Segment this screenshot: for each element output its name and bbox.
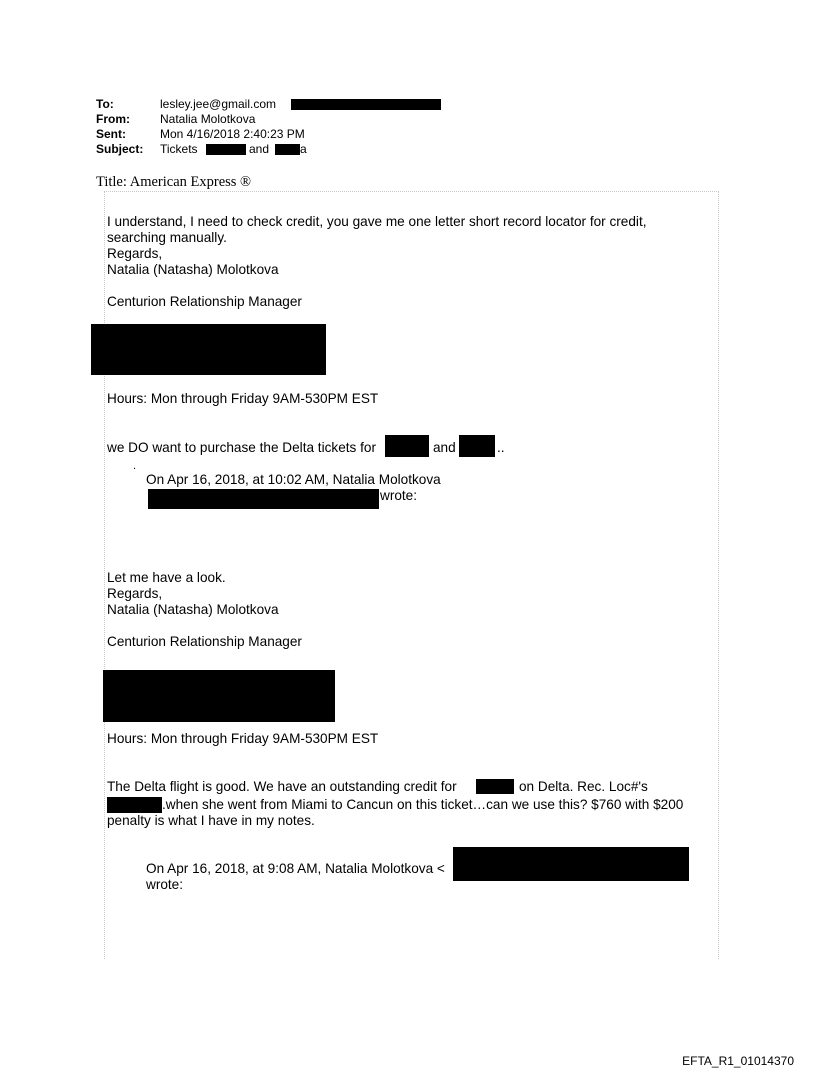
- signature-role: Centurion Relationship Manager: [107, 634, 302, 649]
- sent-label: Sent:: [96, 127, 126, 141]
- body-text: .when she went from Miami to Cancun on this ticket…can we use this? $760 with $200: [162, 797, 684, 812]
- hours-text: Hours: Mon through Friday 9AM-530PM EST: [107, 731, 379, 746]
- body-text: on Delta. Rec. Loc#'s: [519, 779, 648, 794]
- document-id: EFTA_R1_01014370: [682, 1054, 794, 1068]
- body-text: searching manually.: [107, 230, 227, 245]
- body-text: ..: [497, 440, 505, 455]
- body-text: Let me have a look.: [107, 570, 226, 585]
- redaction-box: [385, 435, 429, 457]
- from-label: From:: [96, 112, 130, 126]
- to-value: lesley.jee@gmail.com: [160, 97, 276, 111]
- regards-text: Regards,: [107, 586, 163, 601]
- regards-text: Regards,: [107, 246, 163, 261]
- subject-label: Subject:: [96, 142, 144, 156]
- redaction-box: [459, 435, 495, 457]
- redaction-box: [453, 847, 689, 881]
- redaction-box: [275, 144, 300, 155]
- title-line: Title: American Express ®: [96, 174, 252, 190]
- sent-value: Mon 4/16/2018 2:40:23 PM: [160, 127, 305, 141]
- body-text: penalty is what I have in my notes.: [107, 813, 315, 828]
- subject-and: and: [249, 142, 270, 156]
- redaction-box: [91, 324, 326, 375]
- message-frame-left: [104, 191, 105, 959]
- subject-prefix: Tickets: [160, 142, 198, 156]
- body-text: we DO want to purchase the Delta tickets for: [107, 440, 376, 455]
- signature-name: Natalia (Natasha) Molotkova: [107, 602, 279, 617]
- message-frame-top: [104, 191, 719, 192]
- body-text: I understand, I need to check credit, you gave me one letter short record locator for credit,: [107, 214, 647, 229]
- signature-name: Natalia (Natasha) Molotkova: [107, 262, 279, 277]
- quote-header: wrote:: [146, 877, 184, 892]
- redaction-box: [107, 797, 162, 813]
- subject-suffix: a: [300, 142, 307, 156]
- redaction-box: [148, 489, 379, 509]
- quote-header: On Apr 16, 2018, at 10:02 AM, Natalia Molotkova: [146, 472, 441, 487]
- body-text: and: [433, 440, 456, 455]
- message-frame-right: [718, 191, 719, 959]
- quote-header: On Apr 16, 2018, at 9:08 AM, Natalia Molotkova <: [146, 861, 445, 876]
- quote-header: wrote:: [380, 488, 418, 503]
- redaction-box: [103, 670, 335, 722]
- redaction-box: [206, 144, 246, 155]
- signature-role: Centurion Relationship Manager: [107, 294, 302, 309]
- to-label: To:: [96, 97, 114, 111]
- hours-text: Hours: Mon through Friday 9AM-530PM EST: [107, 391, 379, 406]
- redaction-box: [476, 779, 514, 794]
- body-text: The Delta flight is good. We have an outstanding credit for: [107, 779, 457, 794]
- from-value: Natalia Molotkova: [160, 112, 256, 126]
- redaction-box: [291, 99, 441, 110]
- body-text: .: [133, 460, 137, 472]
